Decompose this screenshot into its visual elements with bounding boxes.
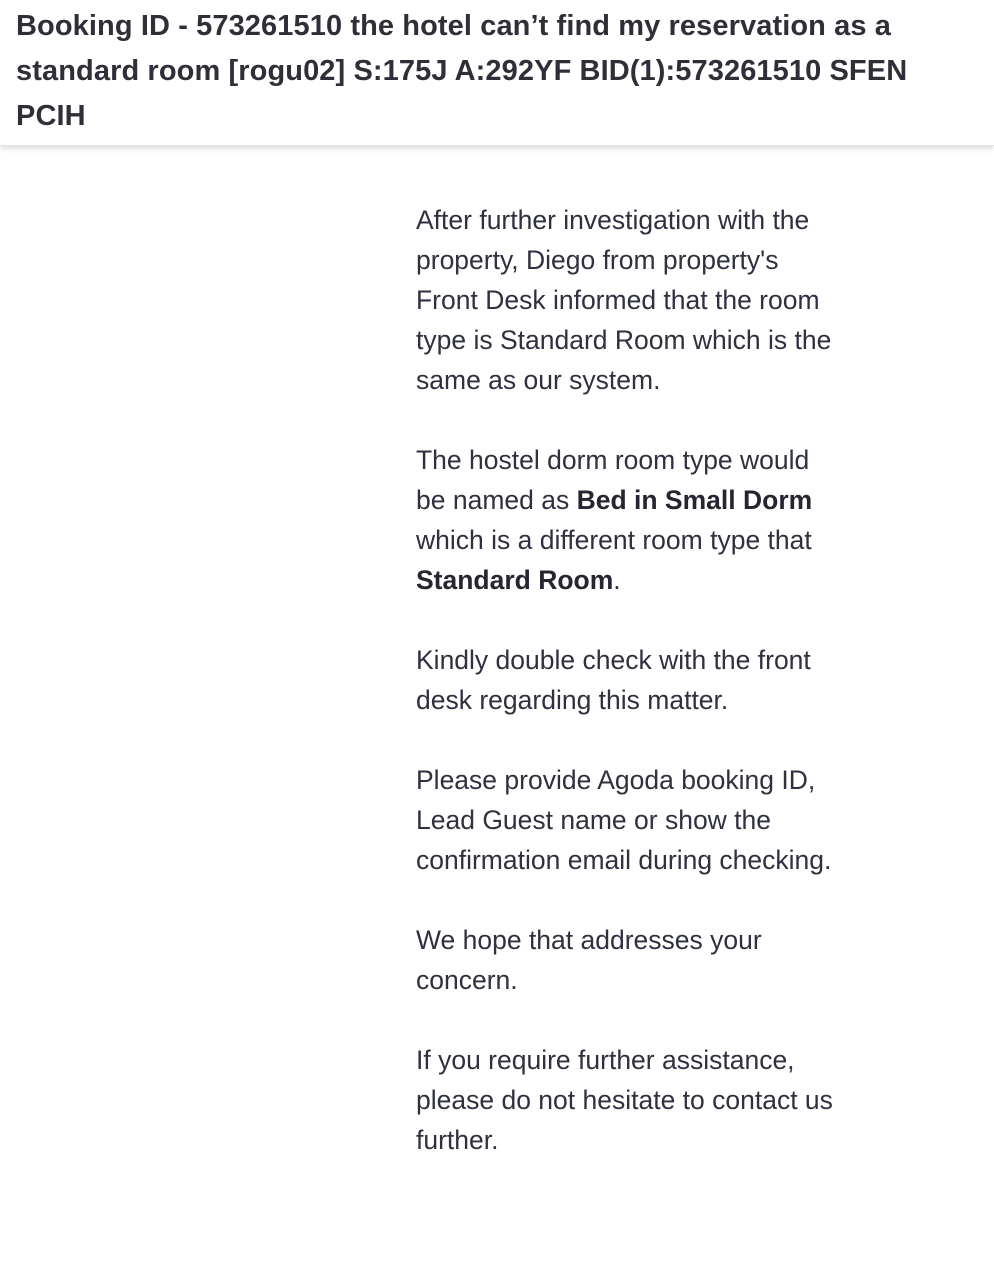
- message-paragraph-investigation: After further investigation with the property, Diego from property's Front Desk informed that the room type is Standard Room which is the same as our system.: [416, 205, 832, 395]
- message-body: [416, 200, 836, 1200]
- message-paragraph-hope: We hope that addresses your concern.: [416, 925, 762, 995]
- message-paragraph-provide-id: Please provide Agoda booking ID, Lead Guest name or show the confirmation email during checking.: [416, 765, 832, 875]
- text-segment: .: [613, 565, 621, 595]
- ticket-title: Booking ID - 573261510 the hotel can’t find my reservation as a standard room [rogu02] S:175J A:292YF BID(1):573261510 SFEN PCIH: [16, 10, 908, 132]
- bold-room-name-standard: Standard Room: [416, 565, 614, 595]
- text-segment: which is a different room type that: [416, 525, 812, 555]
- message-paragraph-room-type: [416, 440, 836, 600]
- message-paragraph-double-check: Kindly double check with the front desk regarding this matter.: [416, 645, 811, 715]
- text-segment: The hostel dorm room type would be named as: [416, 445, 810, 515]
- message-paragraph-assistance: If you require further assistance, please do not hesitate to contact us further.: [416, 1045, 833, 1155]
- ticket-header: [0, 0, 994, 146]
- bold-room-name-dorm: Bed in Small Dorm: [576, 485, 813, 515]
